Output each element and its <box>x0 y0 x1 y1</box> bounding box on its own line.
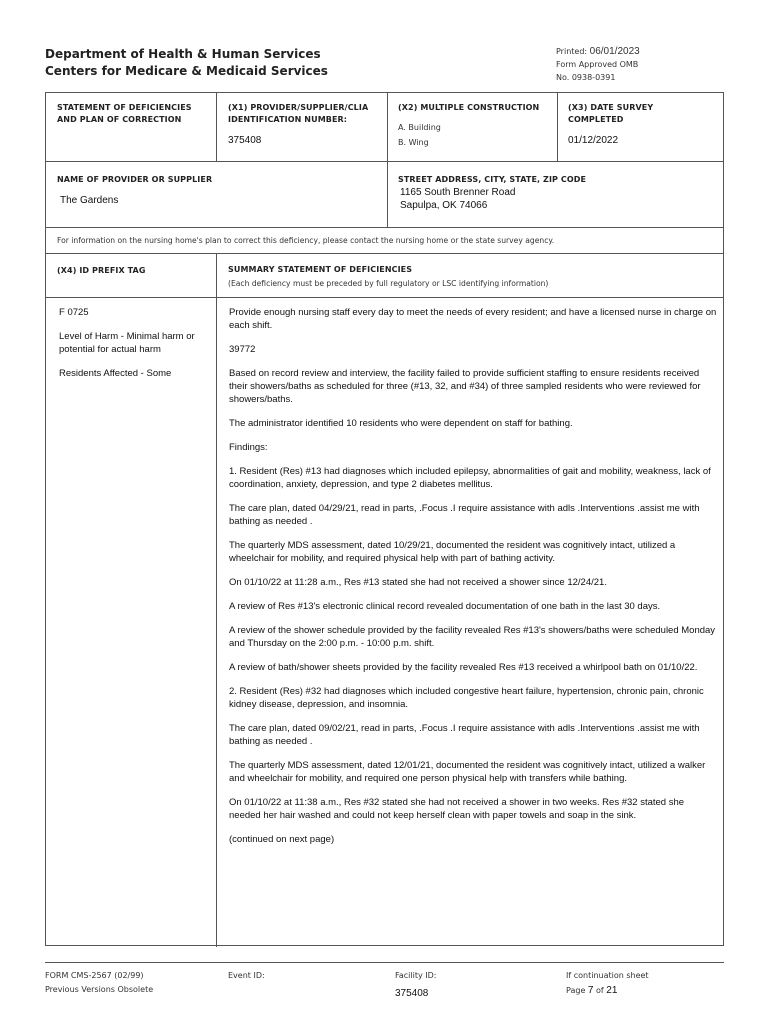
paragraph: On 01/10/22 at 11:38 a.m., Res #32 stated she had not received a shower in two weeks. Res #32 stated she needed her hair washed and could not keep herself clean with paper towels and soap in the sink. <box>229 797 685 821</box>
page-total: 21 <box>606 985 618 996</box>
x2-building: A. Building <box>398 123 441 132</box>
paragraph: Findings: <box>229 442 268 453</box>
info-note: For information on the nursing home's plan to correct this deficiency, please contact the nursing home or the state survey agency. <box>57 236 555 245</box>
paragraph: A review of the shower schedule provided by the facility revealed Res #13's showers/baths were scheduled Monday and Thursday on the 2:00 p.m. - 10:00 p.m. shift. <box>229 625 716 649</box>
paragraph: A review of bath/shower sheets provided by the facility revealed Res #13 received a whirlpool bath on 01/10/22. <box>229 662 698 673</box>
address-box <box>398 174 586 212</box>
paragraph: Provide enough nursing staff every day to meet the needs of every resident; and have a licensed nurse in charge on each shift. <box>229 307 717 331</box>
form-number: FORM CMS-2567 (02/99) <box>45 971 144 980</box>
paragraph: The administrator identified 10 residents who were dependent on staff for bathing. <box>229 418 573 429</box>
x2-wing: B. Wing <box>398 138 429 147</box>
level-of-harm: Level of Harm - Minimal harm or potential for actual harm <box>59 331 195 355</box>
form-approved-text: Form Approved OMB <box>556 60 639 69</box>
col-divider-x2 <box>387 93 388 161</box>
paragraph: 1. Resident (Res) #13 had diagnoses which included epilepsy, abnormalities of gait and mobility, weakness, lack of coordination, anxiety, depression, and type 2 diabetes mellitus. <box>229 466 711 490</box>
paragraph: A review of Res #13's electronic clinical record revealed documentation of one bath in the last 30 days. <box>229 601 661 612</box>
footer-rule <box>45 962 724 963</box>
agency-line-1: Department of Health & Human Services <box>45 47 321 61</box>
form-frame <box>45 92 724 946</box>
x1-label-1: (X1) PROVIDER/SUPPLIER/CLIA <box>228 103 369 112</box>
address-line-2: Sapulpa, OK 74066 <box>400 200 488 211</box>
paragraph: The care plan, dated 04/29/21, read in parts, .Focus .I require assistance with adls .Interventions .assist me with bathing as needed . <box>229 503 700 527</box>
page-word: Page <box>566 986 586 995</box>
footer-pagination <box>566 969 649 998</box>
paragraph: 2. Resident (Res) #32 had diagnoses which included congestive heart failure, hypertension, chronic pain, chronic kidney disease, depression, and insomnia. <box>229 686 704 710</box>
continuation-label: If continuation sheet <box>566 971 649 980</box>
provider-name-value: The Gardens <box>60 195 119 206</box>
row-divider-1 <box>46 161 723 162</box>
agency-title <box>45 46 328 80</box>
x2-box <box>398 102 539 149</box>
footer-form-info <box>45 969 153 997</box>
summary-header-block <box>228 264 548 290</box>
row-divider-3 <box>46 253 723 254</box>
printed-label: Printed: <box>556 47 588 56</box>
printed-date-block <box>556 45 640 59</box>
omb-number: No. 0938-0391 <box>556 73 616 82</box>
row-divider-4 <box>46 297 723 298</box>
page-indicator <box>566 984 649 998</box>
provider-name-label: NAME OF PROVIDER OR SUPPLIER <box>57 175 213 184</box>
address-label: STREET ADDRESS, CITY, STATE, ZIP CODE <box>398 175 587 184</box>
paragraph: Based on record review and interview, the facility failed to provide sufficient staffing to ensure residents received their showers/baths as scheduled for three (#13, 32, and #34) of three sampled residents who were reviewed for showers/baths. <box>229 368 701 405</box>
event-id-label: Event ID: <box>228 971 265 980</box>
footer-event-id <box>228 969 265 983</box>
continued-note: (continued on next page) <box>229 834 335 845</box>
col-divider-x3 <box>557 93 558 161</box>
summary-header: SUMMARY STATEMENT OF DEFICIENCIES <box>228 265 413 274</box>
paragraph: 39772 <box>229 344 256 355</box>
tag-number: F 0725 <box>59 307 89 318</box>
statement-label: STATEMENT OF DEFICIENCIES AND PLAN OF CORRECTION <box>57 103 192 124</box>
x1-box <box>228 102 368 147</box>
provider-name-box <box>57 174 212 207</box>
x1-label-2: IDENTIFICATION NUMBER: <box>228 115 348 124</box>
paragraph: The care plan, dated 09/02/21, read in parts, .Focus .I require assistance with adls .Interventions .assist me with bathing as needed . <box>229 723 700 747</box>
paragraph: The quarterly MDS assessment, dated 12/01/21, documented the resident was cognitively intact, utilized a walker and wheelchair for mobility, and required one person physical help with transfers while bathing. <box>229 760 706 784</box>
col-divider-table <box>216 253 217 947</box>
id-prefix-tag-header: (X4) ID PREFIX TAG <box>57 266 146 275</box>
x3-box <box>568 102 653 147</box>
deficiency-text <box>229 306 717 857</box>
residents-affected: Residents Affected - Some <box>59 368 172 379</box>
tag-column <box>59 306 209 391</box>
paragraph: The quarterly MDS assessment, dated 10/29/21, documented the resident was cognitively intact, utilized a wheelchair for mobility, and required physical help with part of bathing activity. <box>229 540 676 564</box>
facility-id-value: 375408 <box>395 988 429 999</box>
row-divider-2 <box>46 227 723 228</box>
of-word: of <box>596 986 604 995</box>
previous-versions: Previous Versions Obsolete <box>45 985 154 994</box>
summary-subheader: (Each deficiency must be preceded by full regulatory or LSC identifying information) <box>228 279 549 288</box>
survey-date-value: 01/12/2022 <box>568 135 619 146</box>
agency-line-2: Centers for Medicare & Medicaid Services <box>45 64 328 78</box>
x3-label-1: (X3) DATE SURVEY <box>568 103 654 112</box>
omb-info <box>556 58 638 84</box>
provider-id-value: 375408 <box>228 135 262 146</box>
footer-facility-id <box>395 969 436 1000</box>
facility-id-label: Facility ID: <box>395 971 437 980</box>
x3-label-2: COMPLETED <box>568 115 624 124</box>
col-divider-address <box>387 161 388 227</box>
paragraph: On 01/10/22 at 11:28 a.m., Res #13 stated she had not received a shower since 12/24/21. <box>229 577 607 588</box>
address-line-1: 1165 South Brenner Road <box>400 187 516 198</box>
printed-date: 06/01/2023 <box>589 46 640 57</box>
x2-label: (X2) MULTIPLE CONSTRUCTION <box>398 103 540 112</box>
page-number: 7 <box>587 985 594 996</box>
col-divider-x1 <box>216 93 217 161</box>
